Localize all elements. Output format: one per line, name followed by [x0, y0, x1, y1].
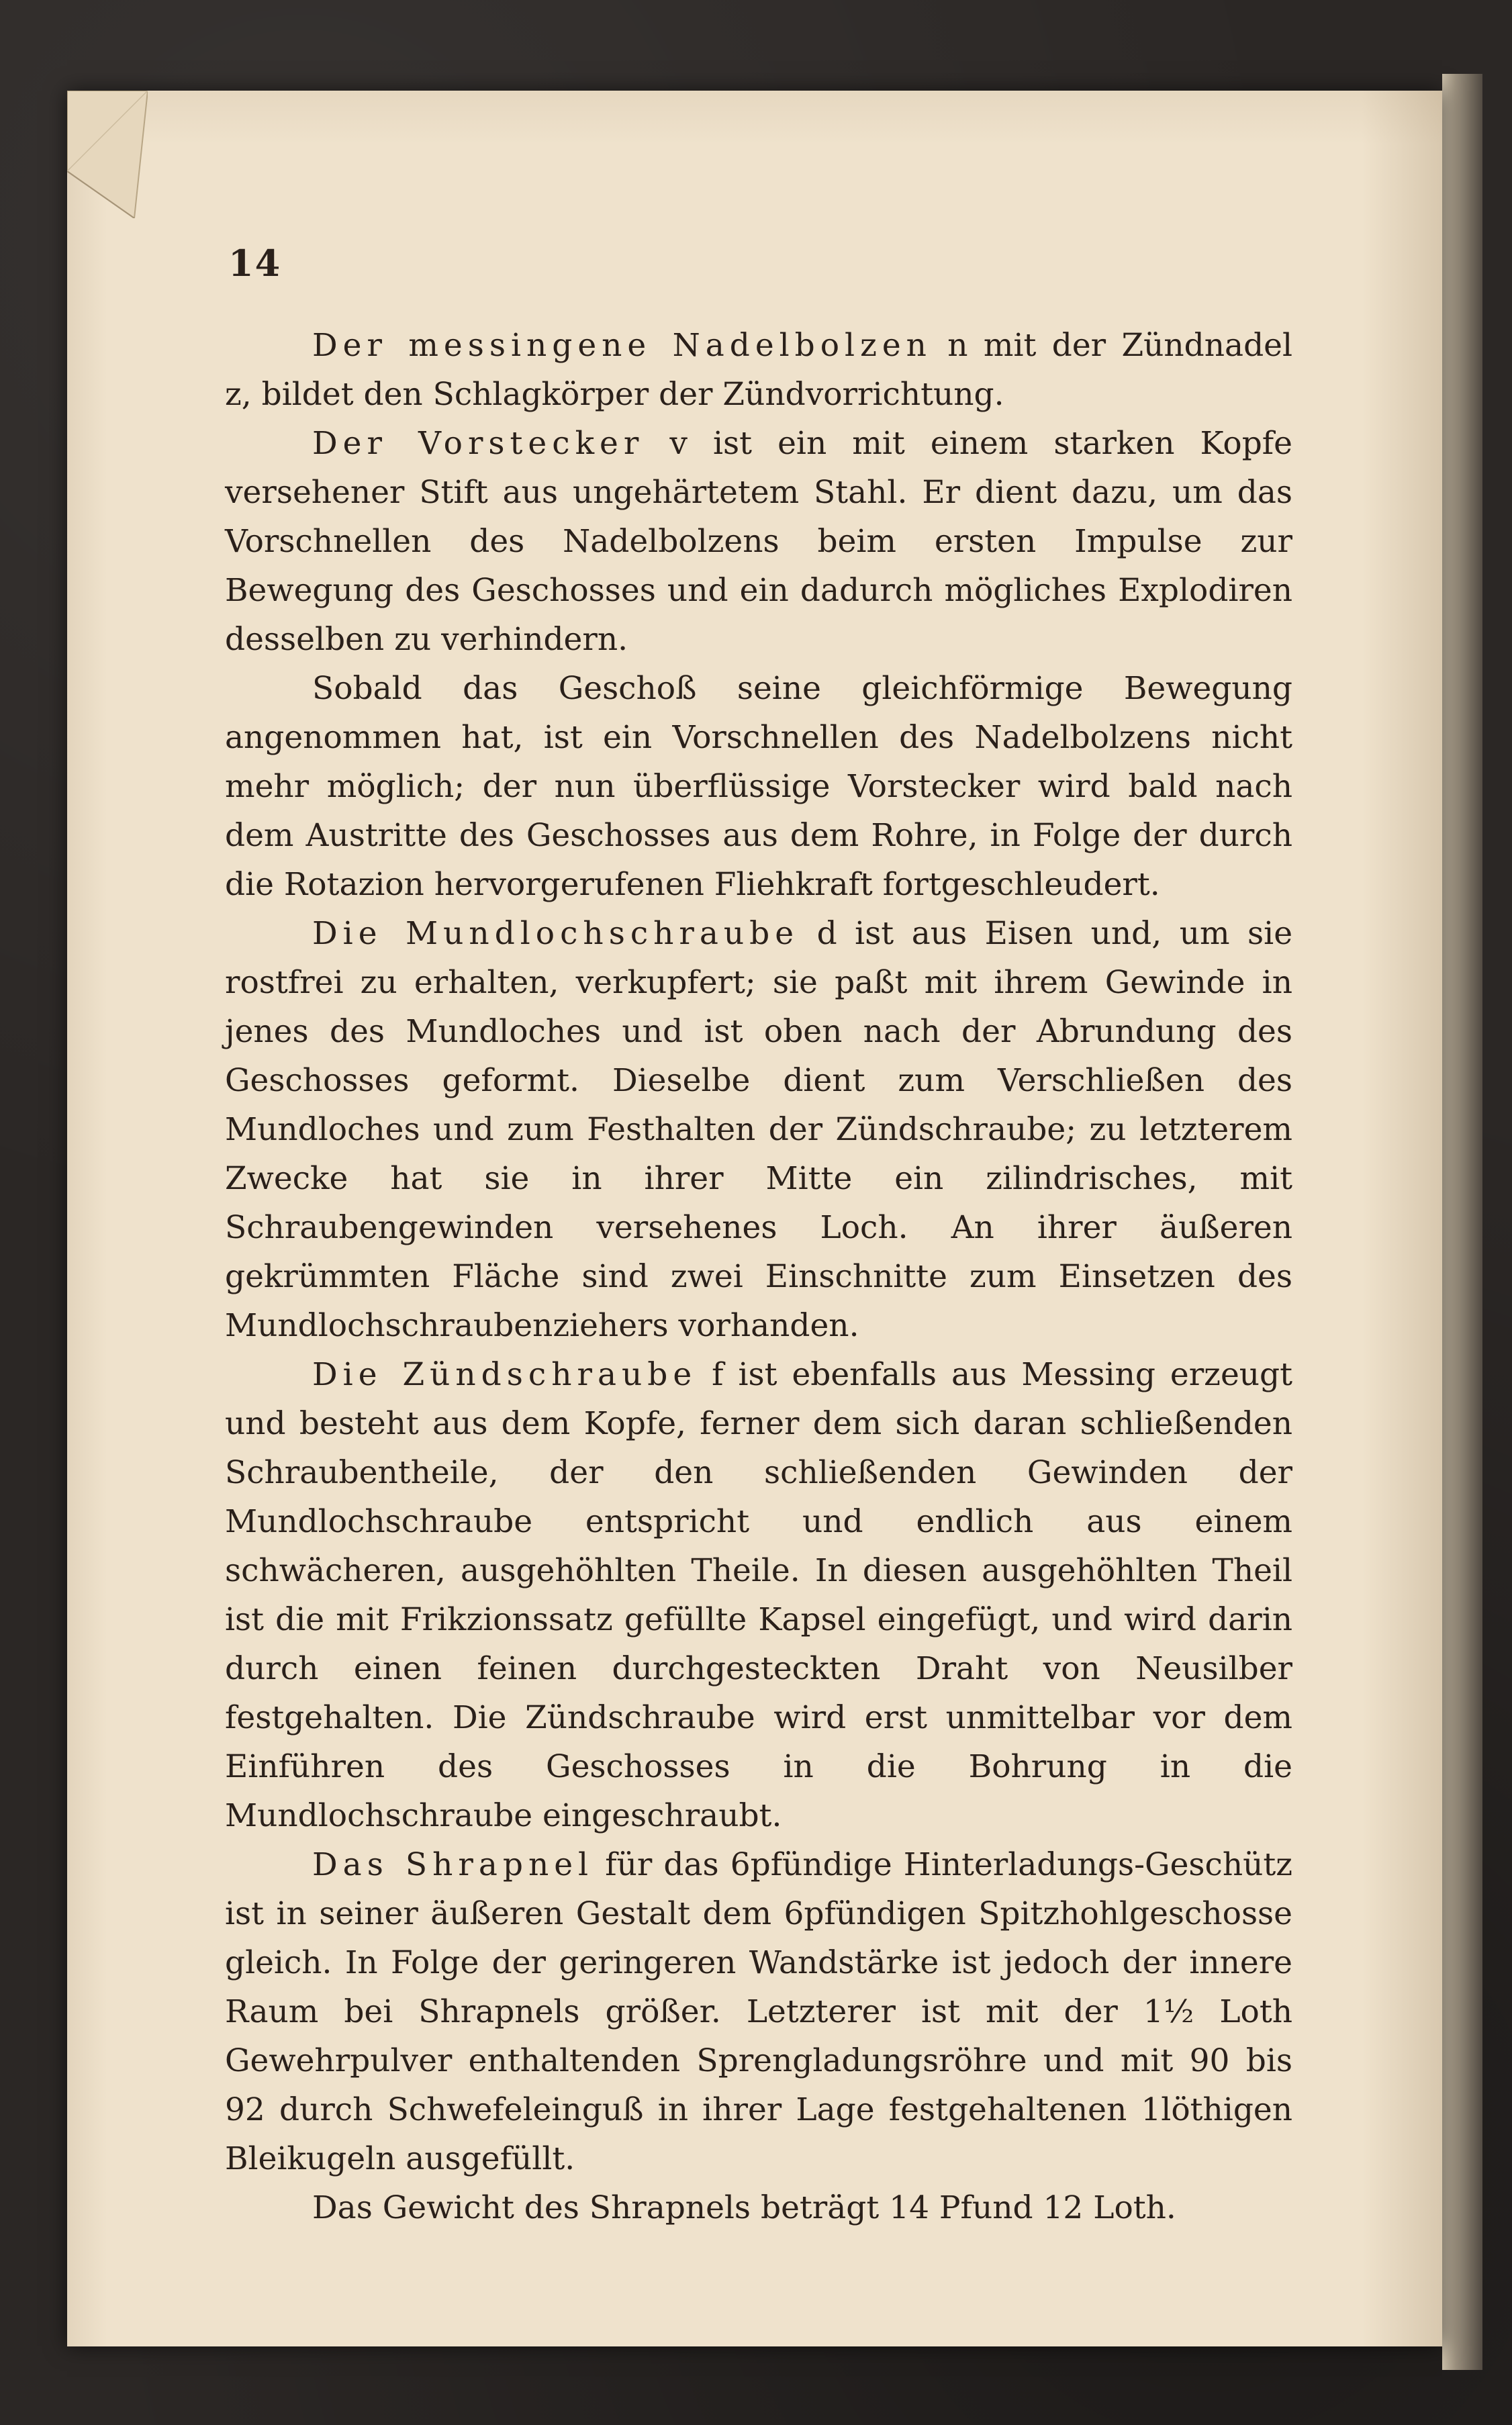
paragraph-7 [225, 2183, 1292, 2232]
term-nadelbolzen: Der messingene Nadelbolzen [312, 327, 932, 364]
term-zuendschraube: Die Zündschraube [312, 1356, 698, 1393]
paragraph-3-text: Sobald das Geschoß seine gleichförmige Bewegung angenommen hat, ist ein Vorschnellen des Nadelbolzens nicht mehr möglich; der nun überflüssige Vorstecker wird bald nach dem Austritte des Geschosses aus dem Rohre, in Folge der durch die Rotazion hervorgerufenen Fliehkraft fortgeschleudert. [225, 670, 1292, 903]
corner-fold-icon [67, 91, 148, 218]
term-vorstecker: Der Vorstecker [312, 425, 645, 462]
paragraph-6 [225, 1840, 1292, 2183]
paragraph-6-text: für das 6pfündige Hinterladungs-Geschütz ist in seiner äußeren Gestalt dem 6pfündigen Spitzhohlgeschosse gleich. In Folge der geringeren Wandstärke ist jedoch der innere Raum bei Shrapnels größer. Letzterer ist mit der 1½ Loth Gewehrpulver enthaltenden Sprengladungsröhre und mit 90 bis 92 durch Schwefeleinguß in ihrer Lage festgehaltenen 1löthigen Bleikugeln ausgefüllt. [225, 1846, 1293, 2177]
paragraph-5-text: f ist ebenfalls aus Messing erzeugt und besteht aus dem Kopfe, ferner dem sich daran schließenden Schraubentheile, der den schließenden Gewinden der Mundlochschraube entspricht und endlich aus einem schwächeren, ausgehöhlten Theile. In diesen ausgehöhlten Theil ist die mit Frikzionssatz gefüllte Kapsel eingefügt, und wird darin durch einen feinen durchgesteckten Draht von Neusilber festgehalten. Die Zündschraube wird erst unmittelbar vor dem Einführen des Geschosses in die Bohrung in die Mundlochschraube eingeschraubt. [225, 1356, 1293, 1834]
term-mundlochschraube: Die Mundlochschraube [312, 915, 800, 952]
book-spine-edge [1442, 74, 1482, 2370]
text-body [225, 321, 1292, 2232]
paragraph-2-text: v ist ein mit einem starken Kopfe versehener Stift aus ungehärtetem Stahl. Er dient dazu, um das Vorschnellen des Nadelbolzens beim ersten Impulse zur Bewegung des Geschosses und ein dadurch mögliches Explodiren desselben zu verhindern. [225, 425, 1292, 658]
paragraph-1 [225, 321, 1292, 419]
paragraph-7-text: Das Gewicht des Shrapnels beträgt 14 Pfund 12 Loth. [312, 2189, 1176, 2226]
page-number: 14 [228, 242, 282, 285]
paragraph-2 [225, 419, 1292, 664]
paragraph-3 [225, 664, 1292, 909]
paragraph-4 [225, 909, 1292, 1350]
paragraph-5 [225, 1350, 1292, 1840]
term-shrapnel: Das Shrapnel [312, 1846, 594, 1883]
paragraph-1-text: n mit der Zündnadel z, bildet den Schlagkörper der Zündvorrichtung. [225, 327, 1292, 413]
paragraph-4-text: d ist aus Eisen und, um sie rostfrei zu erhalten, verkupfert; sie paßt mit ihrem Gewinde in jenes des Mundloches und ist oben nach der Abrundung des Geschosses geformt. Dieselbe dient zum Verschließen des Mundloches und zum Festhalten der Zündschraube; zu letzterem Zwecke hat sie in ihrer Mitte ein zilindrisches, mit Schraubengewinden versehenes Loch. An ihrer äußeren gekrümmten Fläche sind zwei Einschnitte zum Einsetzen des Mundlochschraubenziehers vorhanden. [225, 915, 1293, 1344]
